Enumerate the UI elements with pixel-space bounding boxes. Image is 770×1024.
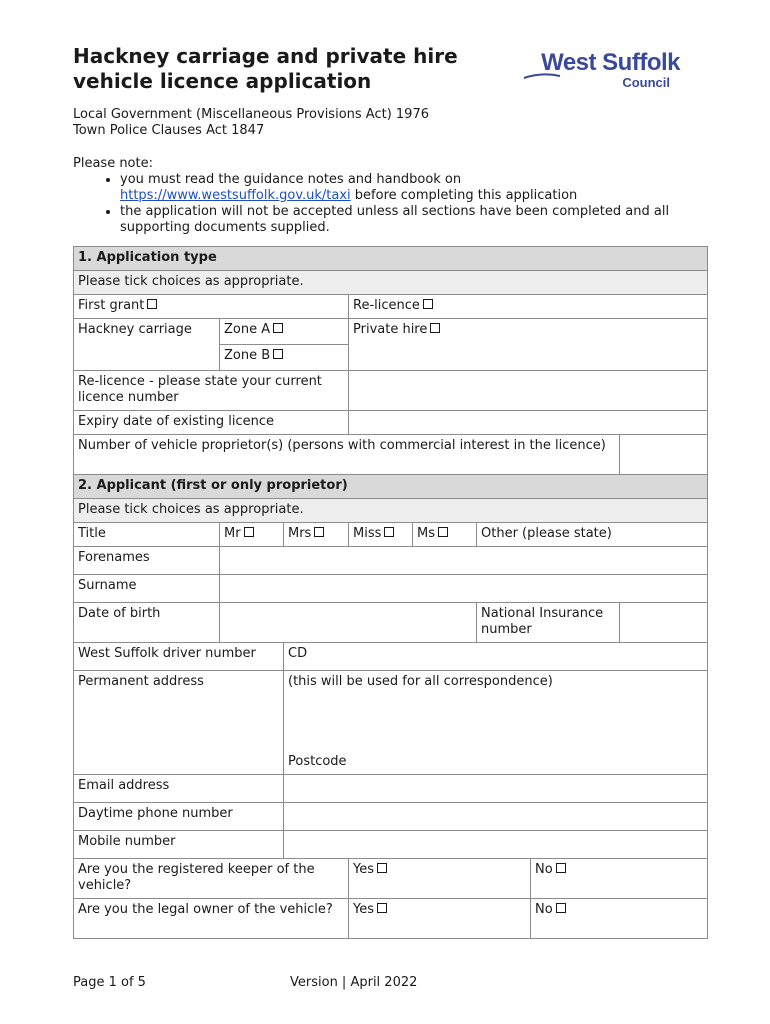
surname-label: Surname [74, 575, 220, 603]
notes-list [73, 172, 693, 236]
mrs-option[interactable] [284, 523, 349, 547]
other-title-field[interactable]: Other (please state) [477, 523, 708, 547]
miss-checkbox[interactable] [384, 527, 394, 537]
owner-no-checkbox[interactable] [556, 903, 566, 913]
keeper-question: Are you the registered keeper of the vehicle? [74, 859, 349, 899]
driver-number-field[interactable]: CD [284, 643, 708, 671]
ni-field[interactable] [620, 603, 708, 643]
section-2-header-row [74, 475, 708, 499]
logo-subtitle: Council [622, 75, 670, 90]
act-line-1: Local Government (Miscellaneous Provisions Act) 1976 [73, 107, 429, 122]
forenames-row [74, 547, 708, 575]
relicence-option[interactable] [349, 295, 708, 319]
yes-label: Yes [353, 862, 374, 877]
section-1-hint: Please tick choices as appropriate. [74, 271, 708, 295]
section-1-hint-row [74, 271, 708, 295]
zone-a-checkbox[interactable] [273, 323, 283, 333]
no-label: No [535, 862, 553, 877]
miss-option[interactable] [349, 523, 413, 547]
mr-checkbox[interactable] [244, 527, 254, 537]
daytime-phone-label: Daytime phone number [74, 803, 284, 831]
dob-row [74, 603, 708, 643]
forenames-field[interactable] [220, 547, 708, 575]
zone-a-option[interactable] [220, 319, 349, 345]
grant-type-row [74, 295, 708, 319]
mobile-label: Mobile number [74, 831, 284, 859]
owner-yes-option[interactable] [349, 899, 531, 939]
ms-option[interactable] [413, 523, 477, 547]
email-row [74, 775, 708, 803]
title-row [74, 523, 708, 547]
address-row [74, 671, 708, 775]
first-grant-option[interactable] [74, 295, 349, 319]
dob-label: Date of birth [74, 603, 220, 643]
dob-field[interactable] [220, 603, 477, 643]
mrs-checkbox[interactable] [314, 527, 324, 537]
hackney-carriage-label: Hackney carriage [74, 319, 220, 371]
mobile-row [74, 831, 708, 859]
surname-row [74, 575, 708, 603]
relicence-number-label: Re-licence - please state your current licence number [74, 371, 349, 411]
mrs-label: Mrs [288, 526, 312, 541]
act-line-2: Town Police Clauses Act 1847 [73, 123, 265, 138]
keeper-yes-checkbox[interactable] [377, 863, 387, 873]
relicence-number-row [74, 371, 708, 411]
expiry-date-label: Expiry date of existing licence [74, 411, 349, 435]
legislation-block [73, 107, 429, 139]
page-title: Hackney carriage and private hire vehicle licence application [73, 44, 458, 93]
mr-option[interactable] [220, 523, 284, 547]
private-hire-label: Private hire [353, 322, 428, 337]
note-item: • the application will not be accepted unless all sections have been completed and all supporting documents supplied. [120, 204, 693, 236]
section-2-hint-row [74, 499, 708, 523]
section-1-heading: 1. Application type [74, 247, 708, 271]
section-2-hint: Please tick choices as appropriate. [74, 499, 708, 523]
keeper-row [74, 859, 708, 899]
ms-label: Ms [417, 526, 435, 541]
application-form-table [73, 246, 708, 939]
note-label: Please note: [73, 156, 153, 171]
relicence-checkbox[interactable] [423, 299, 433, 309]
owner-question: Are you the legal owner of the vehicle? [74, 899, 349, 939]
yes-label: Yes [353, 902, 374, 917]
keeper-no-option[interactable] [531, 859, 708, 899]
vehicle-type-row [74, 319, 708, 345]
zone-b-option[interactable] [220, 345, 349, 371]
owner-yes-checkbox[interactable] [377, 903, 387, 913]
email-label: Email address [74, 775, 284, 803]
driver-number-row [74, 643, 708, 671]
west-suffolk-logo [520, 50, 680, 90]
keeper-yes-option[interactable] [349, 859, 531, 899]
miss-label: Miss [353, 526, 382, 541]
logo-swoosh-icon [522, 72, 562, 82]
mr-label: Mr [224, 526, 241, 541]
ms-checkbox[interactable] [438, 527, 448, 537]
keeper-no-checkbox[interactable] [556, 863, 566, 873]
driver-number-label: West Suffolk driver number [74, 643, 284, 671]
relicence-number-field[interactable] [349, 371, 708, 411]
address-note: (this will be used for all correspondence) [288, 674, 553, 689]
note-text: you must read the guidance notes and handbook on [120, 172, 462, 187]
zone-a-label: Zone A [224, 322, 271, 337]
mobile-field[interactable] [284, 831, 708, 859]
page-number: Page 1 of 5 [73, 975, 146, 990]
note-text: before completing this application [350, 188, 578, 203]
email-field[interactable] [284, 775, 708, 803]
forenames-label: Forenames [74, 547, 220, 575]
postcode-label: Postcode [288, 754, 347, 769]
private-hire-option[interactable] [349, 319, 708, 371]
relicence-label: Re-licence [353, 298, 420, 313]
section-1-header-row [74, 247, 708, 271]
section-2-heading: 2. Applicant (first or only proprietor) [74, 475, 708, 499]
notes-block [73, 156, 693, 236]
ni-label: National Insurance number [477, 603, 620, 643]
expiry-date-field[interactable] [349, 411, 708, 435]
address-label: Permanent address [74, 671, 284, 775]
owner-no-option[interactable] [531, 899, 708, 939]
taxi-guidance-link[interactable]: https://www.westsuffolk.gov.uk/taxi [120, 188, 351, 203]
version-label: Version | April 2022 [290, 975, 418, 990]
zone-b-label: Zone B [224, 348, 271, 363]
proprietors-row [74, 435, 708, 475]
daytime-phone-field[interactable] [284, 803, 708, 831]
address-field[interactable] [284, 671, 708, 775]
private-hire-checkbox[interactable] [430, 323, 440, 333]
first-grant-checkbox[interactable] [147, 299, 157, 309]
no-label: No [535, 902, 553, 917]
first-grant-label: First grant [78, 298, 145, 313]
zone-b-checkbox[interactable] [273, 349, 283, 359]
expiry-row [74, 411, 708, 435]
note-item [120, 172, 693, 204]
surname-field[interactable] [220, 575, 708, 603]
daytime-phone-row [74, 803, 708, 831]
logo-wordmark: West Suffolk [541, 49, 680, 76]
owner-row [74, 899, 708, 939]
proprietors-label: Number of vehicle proprietor(s) (persons with commercial interest in the licence) [74, 435, 620, 475]
title-label: Title [74, 523, 220, 547]
proprietors-field[interactable] [620, 435, 708, 475]
